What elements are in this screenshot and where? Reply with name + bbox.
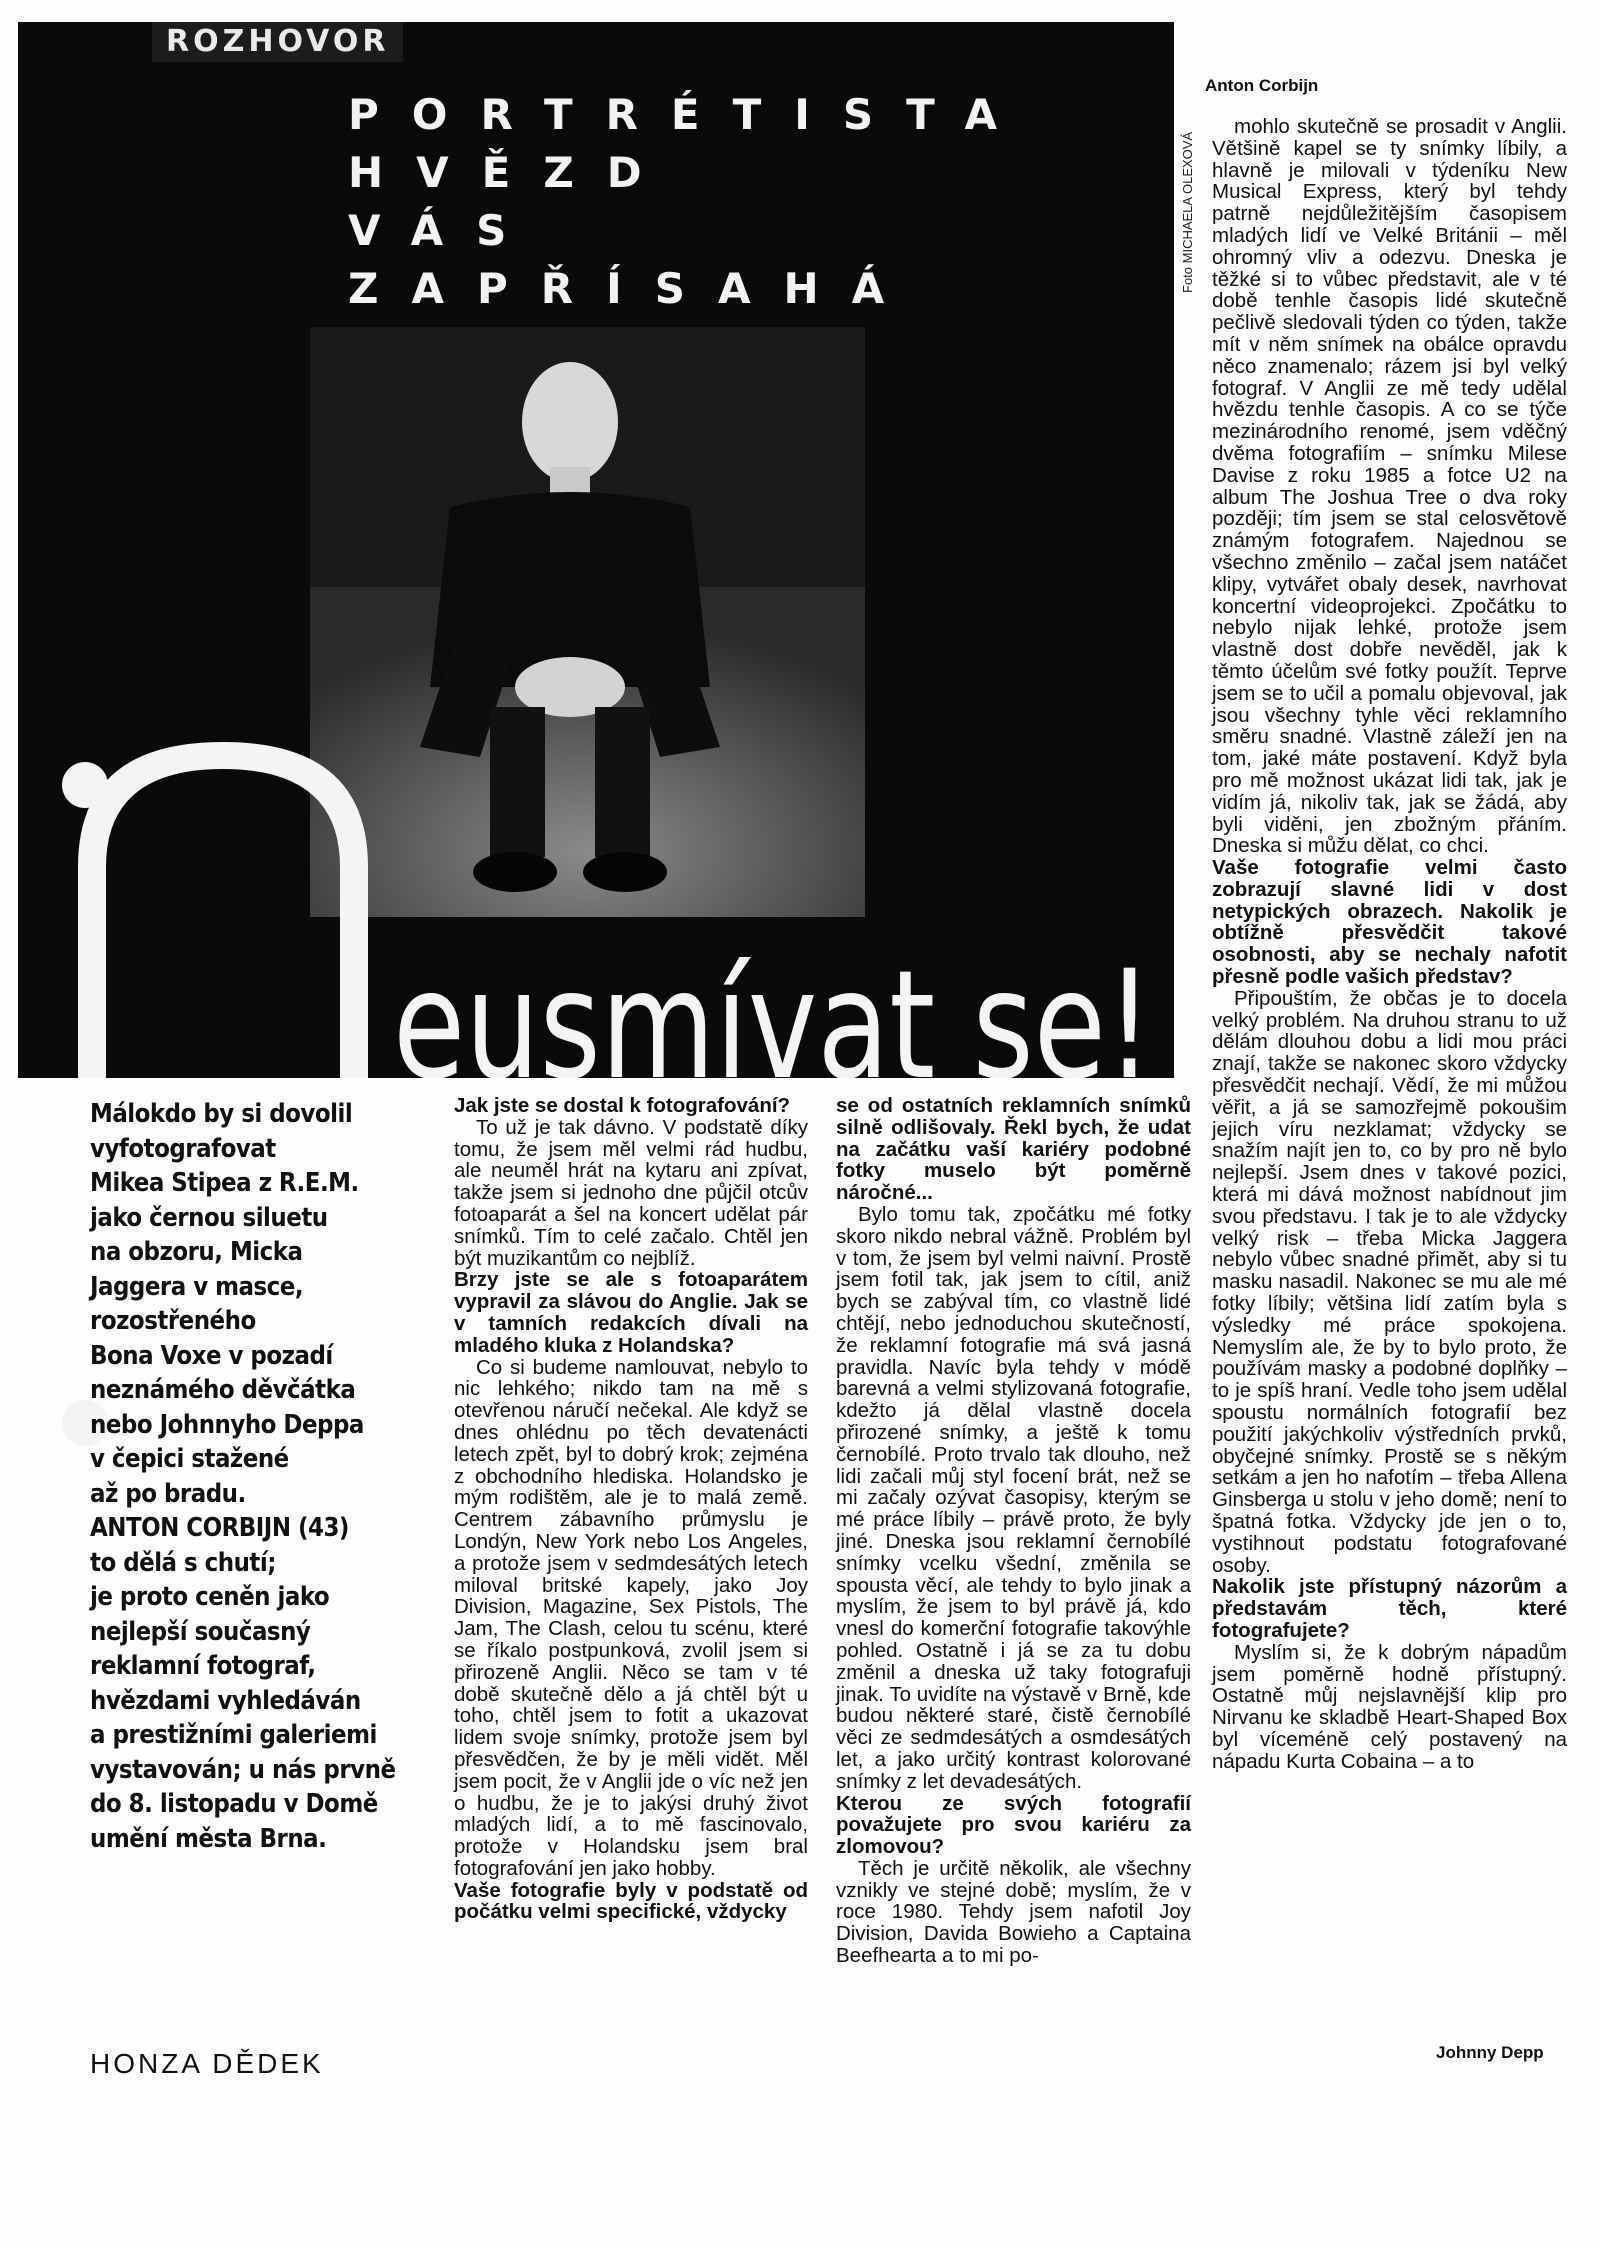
interview-answer: Připouštím, že občas je to docela velký problém. Na druhou stranu to už dělám dlouhou dobu a lidi mou práci znají, takže se nakonec skoro vždycky přesvědčit nechají. Vědí, že mi můžou věřit, a já se samozřejmě pokoušim jejich víru nezklamat; vždycky se snažím najít jen to, co by pro ně bylo nejlepší. Jsem dnes v takové pozici, která mi dává možnost nabídnout jim svou představu. I tak je to ale vždycky velký risk – třeba Micka Jaggera nebylo vůbec snadné přimět, aby si tu masku nasadil. Nakonec se mu ale mé fotky líbily; většina lidí zatím byla s výsledky mé práce spokojena. Nemyslím ale, že by to bylo proto, že používám masky a podobné doplňky – to je spíš hraní. Vedle toho jsem udělal spoustu normálních fotografií bez použití jakýchkoliv výstředních prvků, obyčejné snímky. Prostě se s někým setkám a jen ho nafotím – třeba Allena Ginsberga u stolu v jeho domě; není to špatná fotka. Vždycky jde jen o to, vystihnout podstatu fotografované osoby. bbox=[1212, 986, 1567, 1577]
interview-question: Jak jste se dostal k fotografování? bbox=[454, 1094, 791, 1117]
hero-banner bbox=[18, 22, 1174, 1078]
lead-line: rozostřeného bbox=[90, 1306, 256, 1336]
caption-bottom: Johnny Depp bbox=[1436, 2043, 1544, 2062]
lead-line: umění města Brna. bbox=[90, 1823, 327, 1854]
lead-line: Jaggera v masce, bbox=[90, 1271, 304, 1302]
lead-line: Mikea Stipea z R.E.M. bbox=[90, 1168, 359, 1198]
interview-question: Vaše fotografie velmi často zobrazují slavné lidi v dost netypických obrazech. Nakolik je obtížně přesvědčit takové osobnosti, aby se nechaly nafotit přesně podle vašich představ? bbox=[1212, 856, 1567, 989]
headline-line: ZAPŘÍSAHÁ bbox=[348, 264, 918, 313]
section-label: ROZHOVOR bbox=[152, 22, 403, 62]
text-column-3 bbox=[1212, 116, 1567, 1773]
headline-line: VÁS bbox=[348, 206, 540, 255]
interview-answer: Myslím si, že k dobrým nápadům jsem poměrně hodně přístupný. Ostatně můj nejslavnější klip pro Nirvanu ke skladbě Heart-Shaped Box byl víceméně celý postavený na nápadu Kurta Cobaina – a to bbox=[1212, 1640, 1567, 1773]
big-title-text: eusmívat se! bbox=[393, 939, 1153, 1078]
author-byline: HONZA DĚDEK bbox=[90, 2048, 324, 2079]
big-title bbox=[48, 717, 1174, 1078]
interview-question: Kterou ze svých fotografií považujete pro svou kariéru za zlomovou? bbox=[836, 1791, 1191, 1859]
interview-question: Nakolik jste přístupný názorům a představám těch, které fotografujete? bbox=[1212, 1575, 1567, 1642]
big-n-letter bbox=[78, 742, 368, 1078]
lead-line: až po bradu. bbox=[90, 1478, 246, 1509]
interview-answer: Co si budeme namlouvat, nebylo to nic lehkého; nikdo tam na mě s otevřenou náručí nečekal. Ale když se dnes ohlédnu po těch devatenácti letech zpět, byl to dobrý krok; zejména z obchodního hlediska. Holandsko je mým rodištěm, ale je to malá země. Centrem zábavního průmyslu je Londýn, New York nebo Los Angeles, a protože jsem v sedmdesátých letech miloval britské kapely, jako Joy Division, Magazine, Sex Pistols, The Jam, The Clash, celou tu scénu, které se říkalo postpunková, zvolil jsem si přirozeně Anglii. Něco se tam v té době skutečně dělo a já chtěl být u toho, chtěl jsem to fotit a ukazovat lidem svoje snímky, protože jsem byl přesvědčen, že by je měli vidět. Měl jsem pocit, že v Anglii jde o víc než jen o hudbu, že je to jakýsi druhý život mladých lidí, a to mě fascinovalo, protože v Holandsku jsem bral fotografování jen jako hobby. bbox=[454, 1355, 808, 1880]
text-column-2 bbox=[836, 1095, 1191, 1967]
interview-answer: Těch je určitě několik, ale všechny vznikly ve stejné době; myslím, že v roce 1980. Tehdy jsem nafotil Joy Division, Davida Bowieho a Captaina Beefhearta a to mi po- bbox=[836, 1856, 1191, 1968]
interview-question: Brzy jste se ale s fotoaparátem vypravil za slávou do Anglie. Jak se v tamních redakcích dívali na mladého kluka z Holandska? bbox=[454, 1268, 808, 1357]
lead-line: nebo Johnnyho Deppa bbox=[90, 1409, 364, 1440]
lead-line: ANTON CORBIJN (43) bbox=[90, 1513, 349, 1543]
caption-top: Anton Corbijn bbox=[1205, 76, 1319, 95]
lead-line: do 8. listopadu v Domě bbox=[90, 1789, 378, 1819]
punch-hole bbox=[62, 762, 108, 808]
lead-line: Málokdo by si dovolil bbox=[90, 1099, 353, 1129]
lead-paragraph bbox=[90, 1097, 420, 1856]
lead-line: na obzoru, Micka bbox=[90, 1237, 303, 1267]
headline bbox=[348, 86, 1030, 318]
interview-question: Vaše fotografie byly v podstatě od počátku velmi specifické, vždycky bbox=[454, 1878, 808, 1924]
photo-credit bbox=[1176, 85, 1198, 295]
interview-answer: Bylo tomu tak, zpočátku mé fotky skoro nikdo nebral vážně. Problém byl v tom, že jsem byl velmi naivní. Prostě jsem fotil tak, jak jsem to cítil, aniž bych se zabýval tím, co vlastně lidé chtějí, nebo jednoduchou skutečností, že reklamní fotografie má svá jasná pravidla. Navíc byla tehdy v módě barevná a velmi stylizovaná fotografie, kdežto já dělal vlastně docela přirozené snímky, a ještě k tomu černobílé. Proto trvalo tak dlouho, než lidi začali můj styl focení brát, než se mi začaly ozývat časopisy, kterým se mé práce líbily – právě proto, že byly jiné. Dneska jsou reklamní černobílé snímky vcelku všední, změnila se spousta věcí, ale tehdy to bylo jinak a myslím, že jsem to byl právě já, kdo vnesl do komerční fotografie takovýhle pohled. Ostatně i já se za tu dobu změnil a dneska už taky fotografuji jinak. To uvidíte na výstavě v Brně, kde budou některé staré, čistě černobílé věci ze sedmdesátých a osmdesátých let, a jako určitý kontrast kolorované snímky z let devadesátých. bbox=[836, 1202, 1191, 1793]
lead-line: neznámého děvčátka bbox=[90, 1375, 356, 1405]
lead-line: Bona Voxe v pozadí bbox=[90, 1340, 333, 1371]
interview-answer: mohlo skutečně se prosadit v Anglii. Většině kapel se ty snímky líbily, a hlavně je milovali v týdeníku New Musical Express, který byl tehdy patrně nejdůležitějším časopisem mladých lidí ve Velké Británii – měl ohromný vliv a odezvu. Dneska je těžké si to vůbec představit, ale v té době tenhle časopis lidé skutečně pečlivě sledovali týden co týden, takže mít v něm snímek na obálce opravdu něco znamenalo; rázem jsi byl velký fotograf. V Anglii ze mě tedy udělal hvězdu tenhle časopis. A co se týče mezinárodního renomé, jsem vděčný dvěma fotografiím – snímku Milese Davise z roku 1985 a fotce U2 na album The Joshua Tree o dva roky později; tím jsem se stal celosvětově známým fotografem. Najednou se všechno změnilo – začal jsem natáčet klipy, vytvářet obaly desek, navrhovat koncertní videoprojekci. Zpočátku to nebylo nijak lehké, protože jsem vlastně dost dobře nevěděl, jak k těmto účelům své fotky použít. Teprve jsem se to učil a pomalu objevoval, jak jsou všechny tyhle věci reklamního směru snadné. Vlastně záleží jen na tom, jaké máte postavení. Když byla pro mě možnost ukázat lidi tak, jak je vidím já, nikoliv tak, jak se žádá, aby byli viděni, jen zbožným přáním. Dneska si můžu dělat, co chci. bbox=[1212, 115, 1567, 858]
lead-line: to dělá s chutí; bbox=[90, 1547, 276, 1578]
lead-line: nejlepší současný bbox=[90, 1616, 311, 1647]
lead-line: a prestižními galeriemi bbox=[90, 1720, 377, 1750]
text-column-1 bbox=[454, 1095, 808, 1923]
interview-question: se od ostatních reklamních snímků silně odlišovaly. Řekl bych, že udat na začátku vaší kariéry podobné fotky muselo být poměrně náročné... bbox=[836, 1094, 1191, 1205]
photo-credit-text: Foto MICHAELA OLEXOVÁ bbox=[1180, 131, 1195, 293]
headline-line: PORTRÉTISTA bbox=[348, 90, 1031, 139]
interview-answer: To už je tak dávno. V podstatě díky tomu, že jsem měl velmi rád hudbu, ale neuměl hrát na kytaru ani zpívat, takže jsem si jednoho dne půjčil otcův fotoaparát a šel na koncert udělat pár snímků. Tím to celé začalo. Chtěl jen být muzikantům co nejblíž. bbox=[454, 1115, 808, 1270]
lead-line: hvězdami vyhledáván bbox=[90, 1685, 361, 1716]
lead-line: v čepici stažené bbox=[90, 1444, 289, 1474]
lead-line: jako černou siluetu bbox=[90, 1202, 328, 1233]
lead-line: vystavován; u nás prvně bbox=[90, 1754, 396, 1785]
lead-line: je proto ceněn jako bbox=[90, 1582, 330, 1612]
lead-line: vyfotografovat bbox=[90, 1133, 276, 1164]
lead-line: reklamní fotograf, bbox=[90, 1651, 316, 1681]
headline-line: HVĚZD bbox=[348, 148, 675, 197]
